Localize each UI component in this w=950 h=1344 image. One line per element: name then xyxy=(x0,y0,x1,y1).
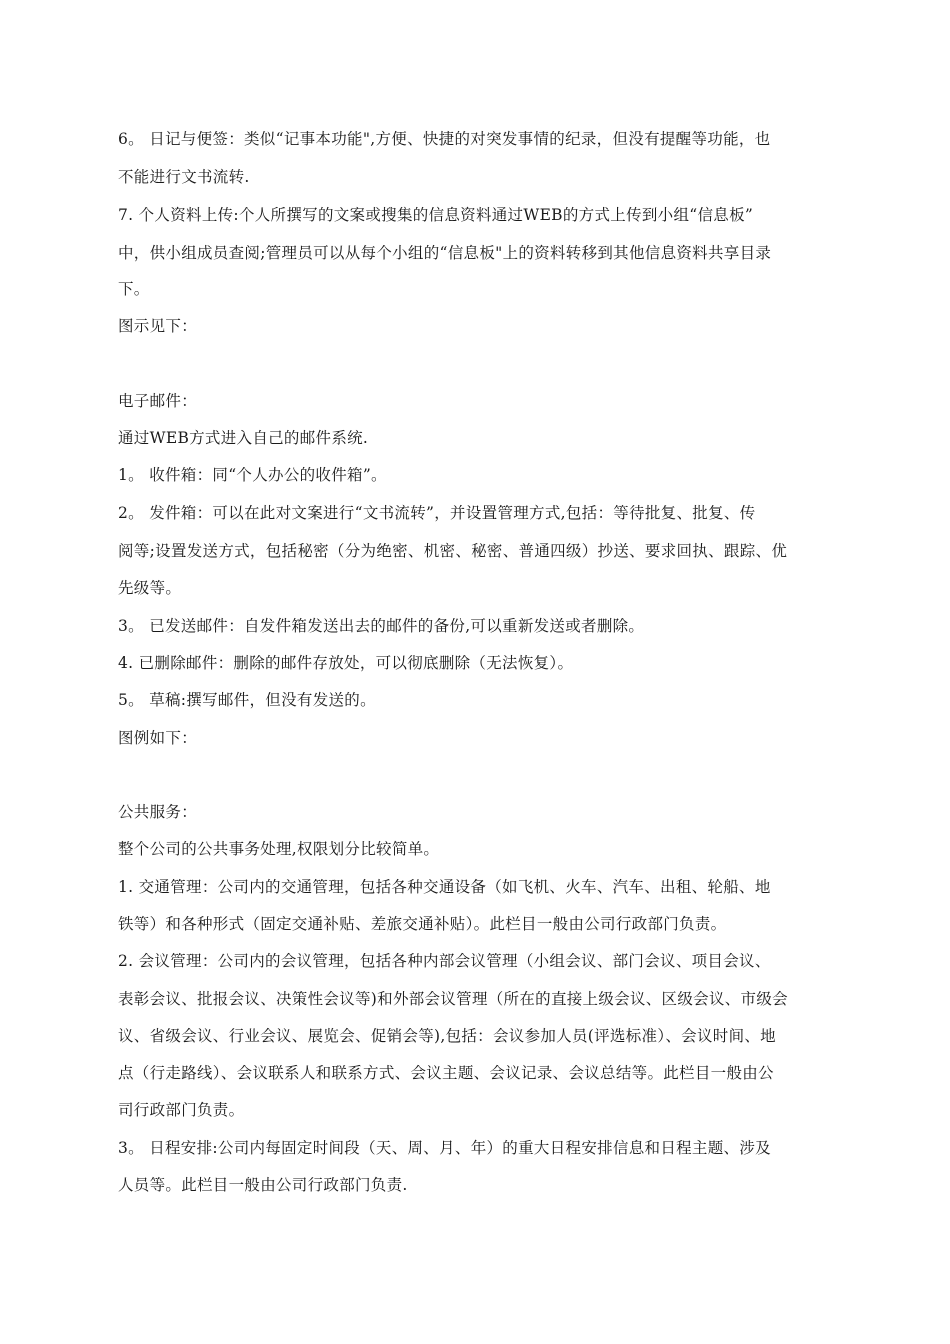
section-heading: 公共服务： xyxy=(118,803,198,821)
text-line: 3。 日程安排:公司内每固定时间段（天、周、月、年）的重大日程安排信息和日程主题、涉及 xyxy=(118,1139,771,1157)
text-line: 中，供小组成员查阅;管理员可以从每个小组的“信息板"上的资料转移到其他信息资料共享目录 xyxy=(118,244,772,262)
text-line: 1。 收件箱：同“个人办公的收件箱”。 xyxy=(118,466,387,484)
text-line: 不能进行文书流转. xyxy=(118,168,250,186)
text-line: 铁等）和各种形式（固定交通补贴、差旅交通补贴）。此栏目一般由公司行政部门负责。 xyxy=(118,915,727,933)
section-heading: 电子邮件： xyxy=(118,392,198,410)
text-line: 整个公司的公共事务处理,权限划分比较简单。 xyxy=(118,840,440,858)
text-line: 6。 日记与便签：类似“记事本功能",方便、快捷的对突发事情的纪录，但没有提醒等功能，也 xyxy=(118,130,771,148)
text-line: 3。 已发送邮件：自发件箱发送出去的邮件的备份,可以重新发送或者删除。 xyxy=(118,617,645,635)
text-line: 图例如下： xyxy=(118,729,198,747)
text-line: 7. 个人资料上传:个人所撰写的文案或搜集的信息资料通过WEB的方式上传到小组“信息板” xyxy=(118,206,754,224)
text-line: 表彰会议、批报会议、决策性会议等)和外部会议管理（所在的直接上级会议、区级会议、市级会 xyxy=(118,990,788,1008)
text-line: 下。 xyxy=(118,280,150,298)
text-line: 4. 已删除邮件：删除的邮件存放处，可以彻底删除（无法恢复）。 xyxy=(118,654,574,672)
text-line: 1. 交通管理：公司内的交通管理，包括各种交通设备（如飞机、火车、汽车、出租、轮船、地 xyxy=(118,878,771,896)
text-line: 2。 发件箱：可以在此对文案进行“文书流转”，并设置管理方式,包括：等待批复、批复、传 xyxy=(118,504,756,522)
text-line: 人员等。此栏目一般由公司行政部门负责. xyxy=(118,1176,408,1194)
text-line: 通过WEB方式进入自己的邮件系统. xyxy=(118,429,369,447)
text-line: 图示见下： xyxy=(118,317,198,335)
text-line: 先级等。 xyxy=(118,579,182,597)
text-line: 司行政部门负责。 xyxy=(118,1101,245,1119)
text-line: 议、省级会议、行业会议、展览会、促销会等),包括：会议参加人员(评选标准）、会议时间、地 xyxy=(118,1027,776,1045)
text-line: 点（行走路线）、会议联系人和联系方式、会议主题、会议记录、会议总结等。此栏目一般由公 xyxy=(118,1064,774,1082)
text-line: 阅等;设置发送方式，包括秘密（分为绝密、机密、秘密、普通四级）抄送、要求回执、跟踪、优 xyxy=(118,542,788,560)
text-line: 2. 会议管理：公司内的会议管理，包括各种内部会议管理（小组会议、部门会议、项目会议、 xyxy=(118,952,771,970)
text-line: 5。 草稿:撰写邮件，但没有发送的。 xyxy=(118,691,376,709)
